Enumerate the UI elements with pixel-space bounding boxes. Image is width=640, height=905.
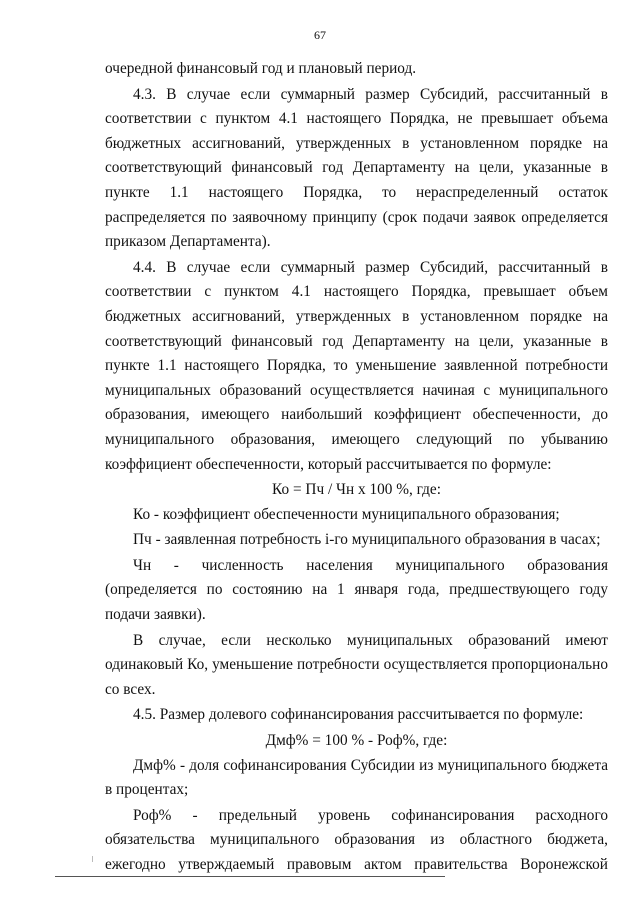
formula-ko: Ко = Пч / Чн х 100 %, где: (272, 481, 441, 499)
paragraph-equal-ko: В случае, если несколько муниципальных образований имеют одинаковый Ко, уменьшение потребности осуществляется пропорционально со всех. (105, 631, 608, 698)
definition-chn: Чн - численность населения муниципального образования (определяется по состоянию на 1 января года, предшествующего году подачи заявки). (105, 556, 608, 624)
footer-rule (55, 876, 445, 877)
definition-pch: Пч - заявленная потребность i-го муниципального образования в часах; (133, 531, 601, 549)
formula-dmf: Дмф% = 100 % - Роф%, где: (265, 732, 448, 750)
page-number: 67 (314, 28, 326, 42)
definition-ko: Ко - коэффициент обеспеченности муниципального образования; (133, 505, 560, 523)
paragraph-continuation: очередной финансовый год и плановый период. (105, 60, 417, 77)
paragraph-4-3: 4.3. В случае если суммарный размер Субсидий, рассчитанный в соответствии с пунктом 4.1 настоящего Порядка, не превышает объема бюджетных ассигнований, утвержденных в установленном порядке на соответствующий финансовый год Департаменту на цели, указанные в пункте 1.1 настоящего Порядка, то нераспределенный остаток распределяется по заявочному принципу (срок подачи заявок определяется приказом Департамента). (105, 85, 608, 251)
definition-dmf: Дмф% - доля софинансирования Субсидии из муниципального бюджета в процентах; (105, 756, 608, 799)
definition-rof: Роф% - предельный уровень софинансирования расходного обязательства муниципального образования из областного бюджета, ежегодно утверждаемый правовым актом правительства Воронежской (105, 806, 608, 873)
scan-mark (92, 856, 93, 862)
paragraph-4-4: 4.4. В случае если суммарный размер Субсидий, рассчитанный в соответствии с пунктом 4.1 настоящего Порядка, превышает объем бюджетных ассигнований, утвержденных в установленном порядке на соответствующий финансовый год Департаменту на цели, указанные в пункте 1.1 настоящего Порядка, то уменьшение заявленной потребности муниципальных образований осуществляется начиная с муниципального образования, имеющего наибольший коэффициент обеспеченности, до муниципального образования, имеющего следующий по убыванию коэффициент обеспеченности, который рассчитывается по формуле: (105, 258, 608, 473)
paragraph-4-5: 4.5. Размер долевого софинансирования рассчитывается по формуле: (133, 706, 584, 724)
document-body (105, 57, 608, 879)
